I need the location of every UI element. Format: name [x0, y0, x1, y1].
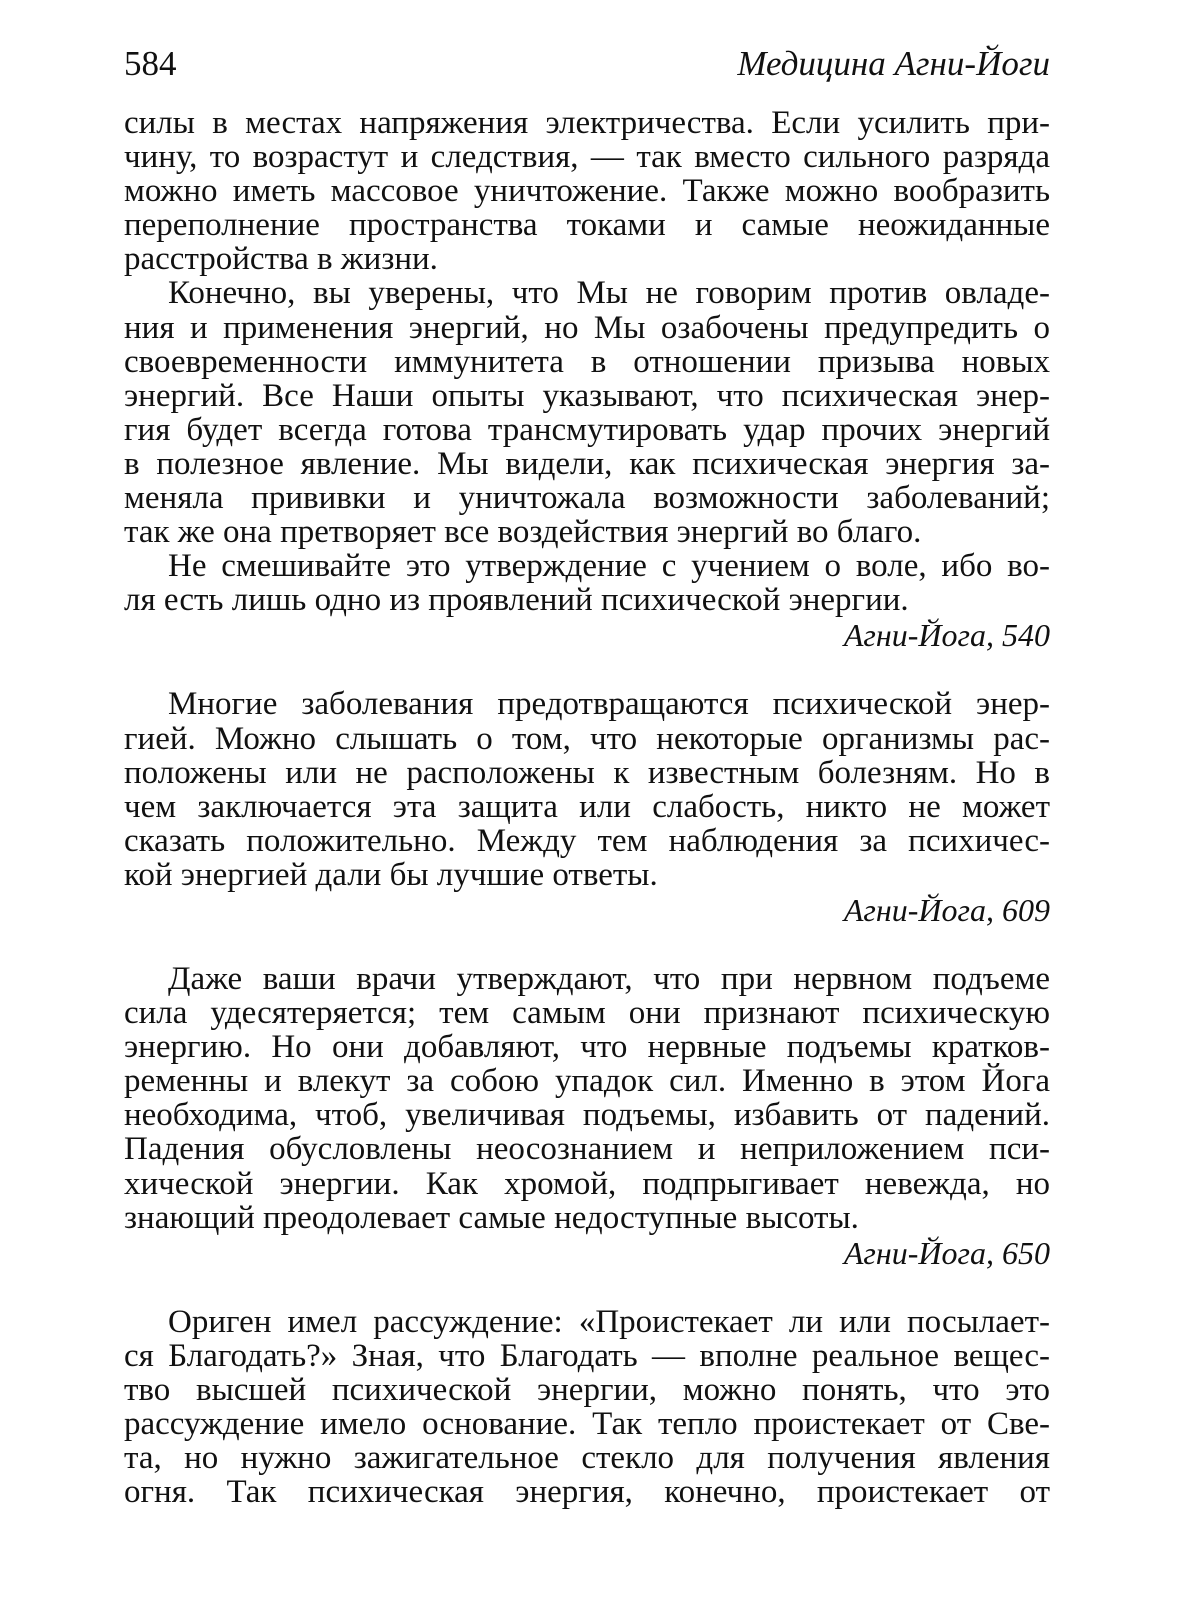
text-line: в полезное явление. Мы видели, как психическая энергия за-: [124, 445, 1050, 482]
source-citation: Агни-Йога, 609: [843, 891, 1050, 928]
text-line: ля есть лишь одно из проявлений психической энергии.: [124, 582, 909, 619]
text-line: ся Благодать?» Зная, что Благодать — вполне реальное вещес-: [124, 1337, 1050, 1374]
text-line: энергий. Все Наши опыты указывают, что психическая энер-: [124, 377, 1050, 414]
text-line: гией. Можно слышать о том, что некоторые организмы рас-: [124, 720, 1050, 757]
paragraph: [124, 962, 1050, 1235]
text-line: силы в местах напряжения электричества. Если усилить при-: [124, 105, 1050, 141]
page-number: 584: [124, 44, 177, 83]
text-line: меняла прививки и уничтожала возможности заболеваний;: [124, 480, 1050, 517]
text-line: переполнение пространства токами и самые неожиданные: [124, 207, 1050, 244]
text-line: Многие заболевания предотвращаются психической энер-: [168, 686, 1050, 723]
text-line: ременны и влекут за собою упадок сил. Именно в этом Йога: [124, 1063, 1050, 1100]
source-citation: Агни-Йога, 540: [843, 617, 1050, 654]
text-line: расстройства в жизни.: [124, 241, 438, 278]
text-line: ния и применения энергий, но Мы озабочены предупредить о: [124, 309, 1050, 346]
paragraph: [124, 276, 1050, 549]
text-line: так же она претворяет все воздействия энергий во благо.: [124, 514, 922, 551]
text-line: Не смешивайте это утверждение с учением о воле, ибо во-: [168, 548, 1050, 585]
text-line: сказать положительно. Между тем наблюдения за психичес-: [124, 822, 1050, 859]
source-citation: Агни-Йога, 650: [843, 1234, 1050, 1271]
text-line: Конечно, вы уверены, что Мы не говорим против овладе-: [168, 275, 1050, 312]
paragraph: [124, 549, 1050, 617]
text-line: хической энергии. Как хромой, подпрыгивает невежда, но: [124, 1165, 1050, 1202]
text-line: необходима, чтоб, увеличивая подъемы, избавить от падений.: [124, 1097, 1050, 1134]
book-title: Медицина Агни-Йоги: [737, 44, 1050, 83]
text-line: кой энергией дали бы лучшие ответы.: [124, 856, 658, 893]
text-line: огня. Так психическая энергия, конечно, проистекает от: [124, 1474, 1050, 1511]
text-line: сила удесятеряется; тем самым они признают психическую: [124, 995, 1050, 1032]
text-line: гия будет всегда готова трансмутировать удар прочих энергий: [124, 411, 1050, 448]
text-line: положены или не расположены к известным болезням. Но в: [124, 754, 1050, 791]
page-body: [124, 106, 1050, 1509]
paragraph: [124, 1305, 1050, 1510]
section-gap: [124, 928, 1050, 962]
text-line: Ориген имел рассуждение: «Проистекает ли или посылает-: [168, 1303, 1050, 1340]
text-line: чем заключается эта защита или слабость, никто не может: [124, 788, 1050, 825]
text-line: энергию. Но они добавляют, что нервные подъемы кратков-: [124, 1029, 1050, 1066]
text-line: Падения обусловлены неосознанием и неприложением пси-: [124, 1131, 1050, 1168]
text-line: чину, то возрастут и следствия, — так вместо сильного разряда: [124, 139, 1050, 176]
paragraph: [124, 687, 1050, 892]
text-line: можно иметь массовое уничтожение. Также можно вообразить: [124, 173, 1050, 210]
book-page: [124, 44, 1050, 1509]
section-gap: [124, 1271, 1050, 1305]
text-line: знающий преодолевает самые недоступные высоты.: [124, 1199, 859, 1236]
text-line: тво высшей психической энергии, можно понять, что это: [124, 1371, 1050, 1408]
section-gap: [124, 653, 1050, 687]
running-head: [124, 44, 1050, 84]
text-line: Даже ваши врачи утверждают, что при нервном подъеме: [168, 960, 1050, 997]
text-line: та, но нужно зажигательное стекло для получения явления: [124, 1440, 1050, 1477]
paragraph: [124, 106, 1050, 276]
text-line: рассуждение имело основание. Так тепло проистекает от Све-: [124, 1406, 1050, 1442]
text-line: своевременности иммунитета в отношении призыва новых: [124, 343, 1050, 380]
